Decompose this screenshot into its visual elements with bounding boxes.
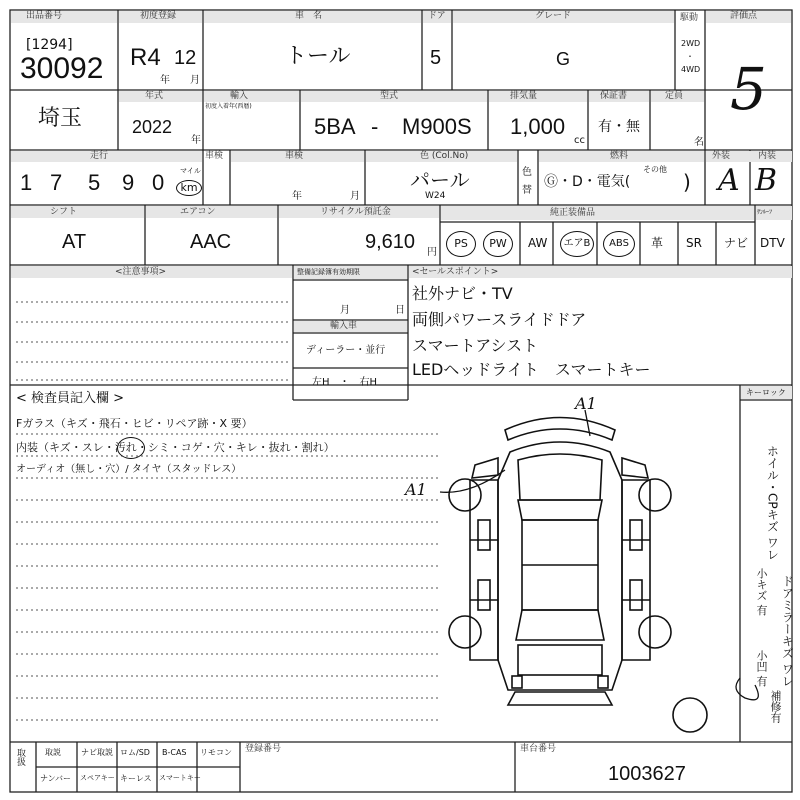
mileage-unit-mile: マイル (180, 167, 201, 175)
model-year-note: 初度入着年(西暦) (205, 103, 252, 110)
evaluation-score: 5 (730, 55, 767, 123)
year-header: 年式 (145, 91, 164, 101)
interior-header: 内装 (758, 151, 777, 161)
drive-header: 駆動 (680, 13, 699, 23)
displacement-unit: cc (574, 135, 585, 146)
damage-mark-front: A1 (575, 394, 597, 413)
doors-header: ドア (428, 11, 446, 21)
legend-small-dent: 小凹 有 (755, 650, 768, 687)
sales-point-3: スマートアシスト (412, 336, 539, 355)
car-name: トール (285, 44, 351, 69)
bottom-keyless: キーレス (120, 774, 152, 783)
drive-4wd: 4WD (681, 65, 701, 74)
equip-leather: 革 (651, 236, 664, 250)
sales-point-2: 両側パワースライドドア (412, 310, 587, 329)
import-type-options: ディーラー・並行 (306, 345, 386, 356)
bottom-rom-sd: ロム/SD (120, 748, 150, 757)
car-outline-diagram (449, 418, 707, 733)
model-dash: - (371, 114, 379, 139)
bottom-plate: ナンバー (40, 774, 72, 783)
fuel-close: ) (683, 170, 691, 194)
sunroof-header: ｻﾝﾙｰﾌ (757, 209, 773, 216)
equip-abs: ABS (603, 231, 635, 257)
model-code: M900S (402, 114, 472, 139)
import-type-header: 輸入車 (330, 321, 358, 331)
handling-label: 取扱 (15, 748, 25, 766)
fuel-options: Ⓖ・D・電気( (544, 174, 631, 190)
capacity-header: 定員 (665, 91, 684, 101)
bottom-remote: リモコン (200, 748, 232, 757)
first-reg-year-mark: 年 (160, 75, 170, 86)
color-name: パール (410, 168, 470, 192)
door-count: 5 (430, 47, 442, 69)
ownership-options: 有・無 (598, 119, 640, 135)
equip-dtv: DTV (760, 236, 785, 250)
exterior-header: 外装 (712, 151, 731, 161)
bottom-smart-key: スマートキー (159, 774, 201, 782)
displacement-value: 1,000 (510, 114, 566, 139)
legend-repaired: 補修有 (769, 690, 782, 723)
mileage-digit-4: 9 (122, 170, 135, 195)
chassis-number: 1003627 (608, 763, 686, 785)
import-header: 輸入 (230, 91, 249, 101)
inspector-line-interior: 内装（キズ・スレ・汚れ・シミ・コゲ・穴・キレ・抜れ・割れ） (16, 441, 335, 454)
damage-mark-left: A1 (405, 480, 427, 499)
equip-ps: PS (446, 231, 476, 257)
model-header: 型式 (380, 91, 399, 101)
legend-small-scratch: 小キズ 有 (755, 568, 768, 616)
inspection-year: 年 (292, 191, 302, 202)
warranty-month: 月 (340, 305, 350, 316)
first-registration-header: 初度登録 (140, 11, 177, 21)
equip-pw: PW (483, 231, 513, 257)
stain-circle-mark (117, 437, 145, 459)
grade-header: グレード (535, 11, 572, 21)
lot-number: 30092 (20, 52, 104, 85)
equipment-header: 純正装備品 (550, 208, 596, 218)
lot-number-header: 出品番号 (26, 11, 63, 21)
inspector-line-glass: Fガラス（キズ・飛石・ヒビ・リペア跡・X 要） (16, 417, 253, 430)
legend-mirror: ドアミラーキズ ワレ (780, 575, 795, 687)
equip-navi: ナビ (724, 236, 749, 250)
region: 埼玉 (38, 106, 83, 131)
mileage-unit-km: km (176, 180, 202, 196)
recycle-unit: 円 (427, 247, 437, 258)
exterior-grade: A (718, 163, 740, 198)
sales-point-1: 社外ナビ・TV (412, 284, 513, 303)
car-name-header: 車 名 (295, 11, 323, 21)
first-reg-month: 12 (174, 47, 197, 69)
aircon-header: エアコン (180, 207, 216, 217)
equip-sr: SR (686, 236, 702, 250)
bottom-navi-manual: ナビ取説 (81, 748, 113, 757)
bottom-bcas: B-CAS (162, 748, 187, 757)
warranty-header: 整備記録簿有効期限 (297, 268, 360, 276)
keylock-header: キーロック (746, 388, 786, 397)
registration-header: 登録番号 (245, 744, 282, 754)
first-reg-era: R4 (130, 44, 161, 71)
mileage-digit-3: 5 (88, 170, 101, 195)
inspection-header: 車検 (285, 151, 304, 161)
drive-2wd: 2WD (681, 39, 701, 48)
year-mark: 年 (191, 135, 201, 146)
recycle-value: 9,610 (365, 231, 416, 253)
aircon-value: AAC (190, 231, 232, 253)
ownership-header: 保証書 (600, 91, 628, 101)
bottom-spare-key: スペアキー (80, 774, 115, 782)
sales-point-4: LEDヘッドライト スマートキー (412, 360, 651, 379)
mileage-header: 走行 (90, 151, 109, 161)
lot-bracket: [1294] (26, 37, 73, 53)
score-header: 評価点 (730, 11, 758, 21)
mileage-digit-1: 1 (20, 170, 33, 195)
inspector-header: < 検査員記入欄 > (16, 391, 125, 406)
color-header: 色 (Col.No) (420, 151, 469, 161)
displacement-header: 排気量 (510, 91, 538, 101)
mileage-digit-2: 7 (50, 170, 63, 195)
model-prefix: 5BA (314, 114, 356, 139)
first-reg-month-mark: 月 (190, 75, 200, 86)
inspection-header-mark: 車検 (205, 151, 224, 161)
equip-airbag: エアB (560, 231, 594, 257)
inspector-line-audio: オーディオ（無し・穴）/ タイヤ（スタッドレス） (16, 464, 242, 475)
handle-options: 左H ・ 右H (312, 377, 378, 388)
model-year: 2022 (132, 117, 173, 137)
recycle-header: リサイクル預託金 (320, 207, 391, 217)
bottom-manual: 取説 (45, 748, 61, 757)
legend-wheel: ホイル・CPキズ ワレ (765, 445, 780, 561)
repaint-top: 色 (522, 167, 532, 178)
equip-aw: AW (528, 236, 548, 250)
interior-grade: B (755, 163, 778, 198)
notes-header: <注意事項> (115, 267, 167, 277)
color-code: W24 (425, 191, 446, 201)
drive-sep: ・ (686, 52, 694, 61)
shift-value: AT (62, 231, 87, 253)
fuel-other: その他 (643, 165, 667, 174)
chassis-header: 車台番号 (520, 744, 557, 754)
sales-points-header: <セールスポイント> (412, 267, 499, 277)
mileage-digit-5: 0 (152, 170, 165, 195)
capacity-unit: 名 (694, 137, 704, 148)
repaint-bottom: 替 (522, 185, 532, 196)
shift-header: シフト (50, 207, 78, 217)
fuel-header: 燃料 (610, 151, 629, 161)
inspection-month: 月 (350, 191, 360, 202)
warranty-day: 日 (395, 305, 405, 316)
grade-value: G (556, 49, 571, 69)
